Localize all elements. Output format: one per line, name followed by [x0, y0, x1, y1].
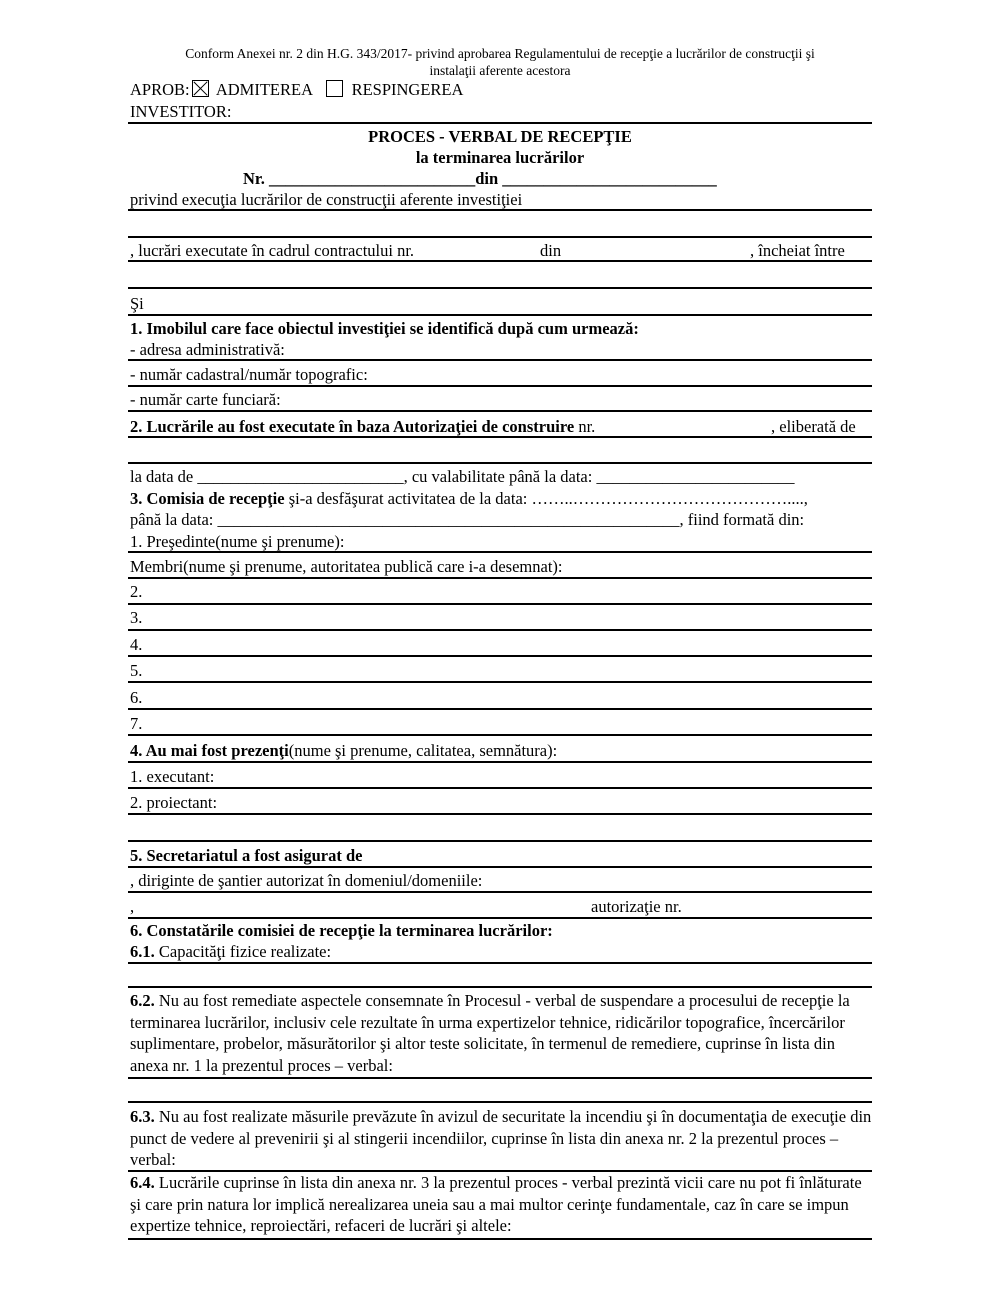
section2-title: 2. Lucrările au fost executate în baza Autorizaţiei de construire: [130, 417, 575, 436]
divider: [128, 260, 872, 262]
section4-title-rest: (nume şi prenume, calitatea, semnătura):: [288, 741, 558, 760]
issued-by-label: , eliberată de: [771, 417, 856, 436]
issuer-field[interactable]: [128, 462, 872, 464]
divider: [128, 1077, 872, 1079]
reject-checkbox[interactable]: [326, 80, 343, 97]
member-number: 3.: [130, 608, 143, 627]
section61-number: 6.1.: [130, 942, 155, 961]
approval-row: [130, 80, 463, 100]
president-label: 1. Preşedinte(nume şi prenume):: [130, 532, 345, 551]
members-label: Membri(nume şi prenume, autoritatea publică care i-a desemnat):: [130, 557, 563, 576]
member-field[interactable]: [128, 655, 872, 657]
document-number-row: [243, 169, 717, 189]
section1-title: 1. Imobilul care face obiectul investiţiei se identifică după cum urmează:: [130, 319, 639, 338]
section64-number: 6.4.: [130, 1173, 155, 1192]
proiectant-field[interactable]: [128, 813, 872, 815]
section61-row: [130, 942, 331, 962]
permit-date-line[interactable]: la data de _________________________, cu valabilitate până la data: ________________________: [130, 467, 795, 486]
section3-until[interactable]: până la data: ________________________________________________________, fiind formată din:: [130, 510, 805, 529]
section63-number: 6.3.: [130, 1107, 155, 1126]
capacity-field[interactable]: [128, 962, 872, 964]
president-field[interactable]: [128, 551, 872, 553]
section64-paragraph: [130, 1172, 872, 1237]
investment-name-field[interactable]: [128, 236, 872, 238]
member-field[interactable]: [128, 734, 872, 736]
cadastral-label: - număr cadastral/număr topografic:: [130, 365, 368, 384]
address-field[interactable]: [128, 359, 872, 361]
admit-checkbox[interactable]: [192, 80, 209, 97]
authorization-label: autorizaţie nr.: [591, 897, 682, 916]
member-field[interactable]: [128, 629, 872, 631]
section6-title: 6. Constatările comisiei de recepţie la terminarea lucrărilor:: [130, 921, 553, 940]
member-number: 2.: [130, 582, 143, 601]
divider: [128, 1101, 872, 1103]
land-book-label: - număr carte funciară:: [130, 390, 281, 409]
date-blank[interactable]: __________________________: [502, 169, 717, 188]
contract-suffix: , încheiat între: [750, 241, 845, 260]
divider: [128, 209, 872, 211]
section63-paragraph: [130, 1106, 872, 1171]
section4-row: [130, 741, 557, 761]
member-number: 7.: [130, 714, 143, 733]
contract-prefix: , lucrări executate în cadrul contractului nr.: [130, 241, 415, 260]
authorization-field[interactable]: [128, 917, 872, 919]
site-manager-label: , diriginte de şantier autorizat în domeniul/domeniile:: [130, 871, 483, 890]
legal-reference-line1: Conform Anexei nr. 2 din H.G. 343/2017- privind aprobarea Regulamentului de recepţie a lucrărilor de construcţii şi: [185, 46, 815, 61]
investment-line: privind execuţia lucrărilor de construcţii aferente investiţiei: [130, 190, 523, 209]
section63-text: Nu au fost realizate măsurile prevăzute în avizul de securitate la incendiu şi în documentaţia de execuţie din punct de vedere al prevenirii şi al stingerii incendiilor, cuprinse în lista din anexa nr. 2 la prezentul proces – verbal:: [130, 1107, 872, 1169]
document-title: PROCES - VERBAL DE RECEPŢIE: [368, 127, 632, 146]
member-number: 6.: [130, 688, 143, 707]
section3-row: [130, 489, 808, 509]
site-manager-field[interactable]: [128, 891, 872, 893]
section3-title: 3. Comisia de recepţie: [130, 489, 285, 508]
section3-text: şi-a desfăşurat activitatea de la data: ……..…………………………………....,: [288, 489, 808, 508]
section2-row: [130, 417, 595, 437]
cadastral-field[interactable]: [128, 385, 872, 387]
document-subtitle: la terminarea lucrărilor: [415, 148, 585, 167]
si-label: Şi: [130, 294, 144, 313]
legal-reference-line2: instalaţii aferente acestora: [429, 63, 571, 78]
divider: [128, 577, 872, 579]
member-number: 4.: [130, 635, 143, 654]
divider: [128, 436, 872, 438]
capacity-field[interactable]: [128, 986, 872, 988]
contract-din: din: [540, 241, 562, 260]
section62-paragraph: [130, 990, 872, 1076]
divider: [128, 314, 872, 316]
nr-label: Nr.: [243, 169, 265, 188]
address-label: - adresa administrativă:: [130, 340, 285, 359]
section4-title: 4. Au mai fost prezenţi: [130, 741, 289, 760]
proiectant-label: 2. proiectant:: [130, 793, 218, 812]
investor-label: INVESTITOR:: [130, 102, 232, 121]
section62-text: Nu au fost remediate aspectele consemnate în Procesul - verbal de suspendare a procesului de recepţie la terminarea lucrărilor, inclusiv cele rezultate în urma expertizelor tehnice, ridicărilor topografice, încercărilor suplimentare, probelor, măsurătorilor şi altor teste solicitate, în termenul de remediere, cuprinse în lista din anexa nr. 1 la prezentul proces – verbal:: [130, 991, 850, 1075]
permit-nr-label: nr.: [578, 417, 596, 436]
land-book-field[interactable]: [128, 410, 872, 412]
contract-party-field[interactable]: [128, 287, 872, 289]
divider: [128, 1238, 872, 1240]
member-number: 5.: [130, 661, 143, 680]
section62-number: 6.2.: [130, 991, 155, 1010]
member-field[interactable]: [128, 708, 872, 710]
member-field[interactable]: [128, 603, 872, 605]
section64-text: Lucrările cuprinse în lista din anexa nr. 3 la prezentul proces - verbal prezintă vicii care nu pot fi înlăturate şi care prin natura lor implică nerealizarea uneia sau a mai multor cerinţe fundamentale, caz în care se impun expertize tehnice, reproiectări, refaceri de lucrări şi altele:: [130, 1173, 862, 1235]
executant-field[interactable]: [128, 787, 872, 789]
approve-label: APROB:: [130, 80, 190, 99]
section5-title: 5. Secretariatul a fost asigurat de: [130, 846, 363, 865]
executant-label: 1. executant:: [130, 767, 215, 786]
secretariat-field[interactable]: [128, 866, 872, 868]
nr-blank[interactable]: _________________________: [268, 169, 476, 188]
din-label: din: [475, 169, 499, 188]
reject-label: RESPINGEREA: [351, 80, 464, 99]
divider: [128, 122, 872, 124]
divider: [128, 761, 872, 763]
extra-attendee-field[interactable]: [128, 840, 872, 842]
member-field[interactable]: [128, 681, 872, 683]
section61-text: Capacităţi fizice realizate:: [158, 942, 332, 961]
admit-label: ADMITEREA: [215, 80, 313, 99]
comma: ,: [130, 897, 135, 916]
